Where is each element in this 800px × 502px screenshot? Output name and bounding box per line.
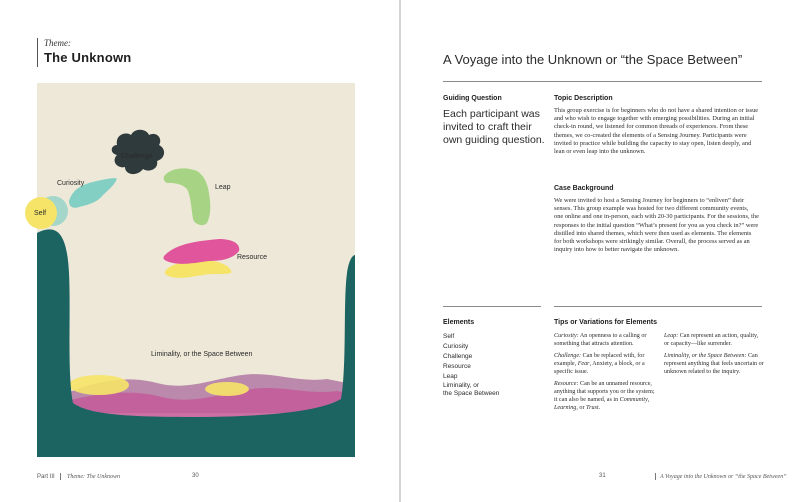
theme-header	[37, 38, 131, 67]
right-page-number: 31	[599, 473, 606, 479]
guiding-question-heading: Guiding Question	[443, 95, 502, 102]
footer-section: Theme: The Unknown	[67, 474, 121, 481]
list-item: Curiosity	[443, 343, 469, 350]
page-title: A Voyage into the Unknown or “the Space Between”	[443, 52, 743, 67]
art-label-leap: Leap	[215, 184, 231, 191]
list-item: Leap	[443, 373, 458, 380]
art-label-self: Self	[34, 210, 47, 217]
elements-heading: Elements	[443, 319, 475, 326]
footer-title: A Voyage into the Unknown or “the Space Between”	[660, 474, 787, 481]
elements-rule	[443, 306, 541, 307]
elements-list	[443, 332, 543, 398]
left-footer	[37, 473, 120, 480]
topic-description-heading: Topic Description	[554, 95, 613, 102]
case-background-heading: Case Background	[554, 185, 614, 192]
art-label-curiosity: Curiosity	[57, 180, 85, 187]
art-label-liminality: Liminality, or the Space Between	[151, 351, 253, 358]
tip-challenge: Challenge: Can be replaced with, for example, Fear, Anxiety, a block, or a specific issue.	[554, 353, 645, 375]
tip-liminality: Liminality, or the Space Between: Can represent anything that feels uncertain or unknown related to the inquiry.	[664, 353, 764, 375]
tip-resource: Resource: Can be an unnamed resource, anything that supports you or the system; it can also be named, as in Community, Learning, or Trust.	[554, 381, 655, 411]
tips-column-right	[664, 332, 764, 380]
topic-description-text: This group exercise is for beginners who do not have a shared intention or issue and who wish to engage together with emerging possibilities. During an initial check-in round, we listened for common threads of experiences. From these themes, we co-created the elements of a Sensing Journey. Participants were invited to practice while building the capacity to stay open, listen deeply, and lean or even leap into the unknown.	[554, 107, 759, 156]
tips-column-left	[554, 332, 656, 416]
resource-pink-shape	[163, 239, 239, 264]
leap-shape	[164, 168, 211, 225]
list-item: Liminality, or	[443, 382, 480, 389]
left-page	[0, 0, 399, 502]
tips-heading: Tips or Variations for Elements	[554, 319, 657, 326]
title-rule	[443, 81, 762, 82]
list-item: Self	[443, 333, 455, 340]
theme-title: The Unknown	[44, 50, 132, 65]
list-item: Resource	[443, 363, 471, 370]
list-item: the Space Between	[443, 390, 500, 397]
liminality-yellow-right	[205, 382, 249, 396]
liminality-yellow-left	[69, 375, 129, 395]
sensing-journey-illustration	[34, 83, 355, 457]
footer-part: Part III	[37, 474, 55, 481]
case-background-text: We were invited to host a Sensing Journey for beginners to “enliven” their senses. This group example was hosted for two different community events, one online and one in-person, each with 20-30 participants. For the sessions, the responses to the initial question “What’s present for you as you check in?” were distilled into shared themes, which were then used as elements. The elements for both workshops were strikingly similar. Overall, the process served as an inquiry into how to better navigate the unknown.	[554, 197, 759, 254]
theme-label: Theme:	[44, 38, 71, 48]
tips-rule	[554, 306, 762, 307]
right-page	[401, 0, 800, 502]
art-label-challenge: Challenge	[121, 153, 153, 160]
art-label-resource: Resource	[237, 254, 267, 261]
guiding-question-text: Each participant was invited to craft their own guiding question.	[443, 108, 545, 146]
right-footer	[651, 473, 787, 480]
left-page-number: 30	[192, 473, 199, 479]
tip-curiosity: Curiosity: An openness to a calling or something that attracts attention.	[554, 333, 647, 347]
list-item: Challenge	[443, 353, 473, 360]
tip-leap: Leap: Can represent an action, quality, or capacity—like surrender.	[664, 333, 759, 347]
